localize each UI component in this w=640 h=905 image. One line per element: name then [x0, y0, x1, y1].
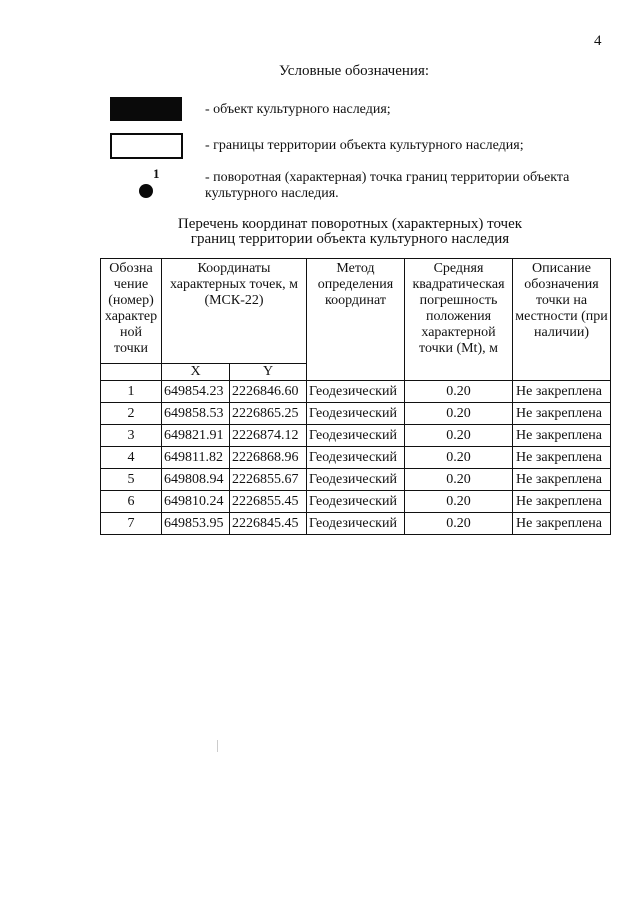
- cell-method: Геодезический: [307, 425, 405, 447]
- cell-y: 2226865.25: [230, 403, 307, 425]
- cell-point: 1: [101, 381, 162, 403]
- cell-method: Геодезический: [307, 491, 405, 513]
- cell-point: 2: [101, 403, 162, 425]
- cell-point: 5: [101, 469, 162, 491]
- coordinates-table: [100, 258, 611, 535]
- table-row: [101, 403, 611, 425]
- legend-item-turning-point: [110, 166, 620, 206]
- table-title-line-2: границ территории объекта культурного наследия: [190, 231, 510, 247]
- cell-error: 0.20: [405, 469, 513, 491]
- table-title-line-1: Перечень координат поворотных (характерных) точек: [177, 216, 523, 232]
- cell-y: 2226874.12: [230, 425, 307, 447]
- header-y: Y: [230, 364, 307, 381]
- header-coordinates: Координаты характерных точек, м (МСК-22): [162, 259, 307, 364]
- cell-description: Не закреплена: [513, 425, 611, 447]
- cell-y: 2226846.60: [230, 381, 307, 403]
- cell-point: 7: [101, 513, 162, 535]
- cell-method: Геодезический: [307, 403, 405, 425]
- cell-x: 649810.24: [162, 491, 230, 513]
- cell-error: 0.20: [405, 425, 513, 447]
- cell-point: 4: [101, 447, 162, 469]
- table-row: [101, 381, 611, 403]
- cell-y: 2226855.67: [230, 469, 307, 491]
- cell-method: Геодезический: [307, 469, 405, 491]
- cell-x: 649808.94: [162, 469, 230, 491]
- cell-x: 649853.95: [162, 513, 230, 535]
- page-number: 4: [594, 33, 602, 49]
- table-row: [101, 447, 611, 469]
- cell-y: 2226868.96: [230, 447, 307, 469]
- cell-x: 649821.91: [162, 425, 230, 447]
- cell-error: 0.20: [405, 513, 513, 535]
- header-error: Средняя квадратическая погрешность положения характерной точки (Mt), м: [405, 259, 513, 381]
- cell-point: 6: [101, 491, 162, 513]
- point-symbol-label: 1: [153, 166, 160, 181]
- cell-x: 649854.23: [162, 381, 230, 403]
- cell-description: Не закреплена: [513, 469, 611, 491]
- cell-description: Не закреплена: [513, 491, 611, 513]
- cell-method: Геодезический: [307, 513, 405, 535]
- cell-error: 0.20: [405, 381, 513, 403]
- cell-error: 0.20: [405, 491, 513, 513]
- legend-text: - поворотная (характерная) точка границ территории объекта культурного наследия.: [205, 170, 570, 201]
- legend-item-heritage-object: [110, 97, 620, 123]
- dot-icon: [139, 184, 153, 198]
- header-method: Метод определения координат: [307, 259, 405, 381]
- table-title: [120, 217, 580, 247]
- cell-error: 0.20: [405, 447, 513, 469]
- header-description: Описание обозначения точки на местности (при наличии): [513, 259, 611, 381]
- outlined-rectangle-symbol: [110, 133, 183, 159]
- cell-description: Не закреплена: [513, 447, 611, 469]
- cell-method: Геодезический: [307, 381, 405, 403]
- cell-point: 3: [101, 425, 162, 447]
- cell-description: Не закреплена: [513, 513, 611, 535]
- scan-mark: [217, 740, 218, 752]
- cell-y: 2226845.45: [230, 513, 307, 535]
- cell-x: 649811.82: [162, 447, 230, 469]
- table-row: [101, 469, 611, 491]
- table-row: [101, 513, 611, 535]
- header-point-empty: [101, 364, 162, 381]
- cell-y: 2226855.45: [230, 491, 307, 513]
- point-symbol: [110, 166, 170, 200]
- legend-text: - объект культурного наследия;: [205, 102, 391, 117]
- cell-x: 649858.53: [162, 403, 230, 425]
- header-point: Обозна чение (номер) характер ной точки: [101, 259, 162, 364]
- cell-description: Не закреплена: [513, 381, 611, 403]
- cell-error: 0.20: [405, 403, 513, 425]
- cell-method: Геодезический: [307, 447, 405, 469]
- header-x: X: [162, 364, 230, 381]
- table-row: [101, 425, 611, 447]
- table-row: [101, 491, 611, 513]
- filled-rectangle-symbol: [110, 97, 182, 121]
- legend-text: - границы территории объекта культурного наследия;: [205, 138, 524, 153]
- legend-item-territory-boundary: [110, 133, 620, 159]
- cell-description: Не закреплена: [513, 403, 611, 425]
- legend-title: Условные обозначения:: [278, 63, 430, 79]
